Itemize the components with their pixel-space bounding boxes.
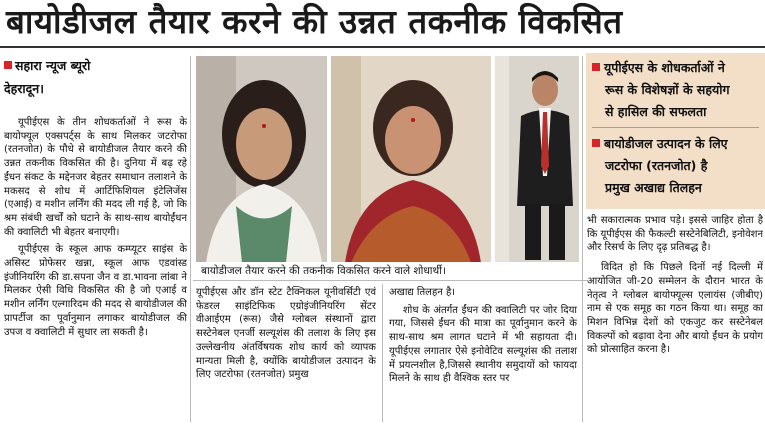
article-paragraph: यूपीईएस के स्कूल आफ कम्प्यूटर साइंस के असिस्ट प्रोफेसर खन्ना, स्कूल आफ एडवांस्ड इंजीनियरिंग की डा.सपना जैन व डा.भावना लांबा ने मिलकर ऐसी विधि विकसित की है जो एआई व मशीन लर्निंग एल्गारिदम की मदद से बायोडीजल की प्रापर्टीज का पूर्वानुमान लगाकर बायोडीजल की उपज व क्वालिटी में सुधार ला सकती है। (4, 244, 187, 338)
highlight-2 (592, 133, 728, 199)
column-divider (582, 56, 583, 422)
column-divider (382, 284, 383, 422)
highlight-1-line-2: रूस के विशेषज्ञों के सहयोग (605, 82, 730, 97)
headline-rule (0, 46, 765, 48)
article-paragraph: भी सकारात्मक प्रभाव पड़े। इससे जाहिर होता है कि यूपीईएस की फैकल्टी सस्टेनेबिलिटी, इनोवेशन और रिसर्च के लिए दृढ़ प्रतिबद्ध है। (587, 215, 763, 254)
article-paragraph: यूपीईएस और डॉन स्टेट टैक्निकल यूनीवर्सिटी एवं फेडरल साइंटिफिक एग्रोइंजीनियरिंग सेंटर वीआईएम (रूस) जैसे ग्लोबल संस्थानों द्वारा सस्टेनेबल एनर्जी सल्यूशंस की तलाश के लिए इस उल्लेखनीय अंतर्विषयक शोध कार्य को व्यापक मान्यता मिली है, क्योंकि बायोडीजल उत्पादन के लिए जटरोफा (रतनजोत) प्रमुख (196, 287, 376, 381)
article-column-4 (587, 214, 763, 422)
portrait-man-icon (495, 56, 579, 263)
article-paragraph: शोध के अंतर्गत ईंधन की क्वालिटी पर जोर दिया गया, जिससे ईंधन की मात्रा का पूर्वानुमान करने के साथ-साथ श्रम लागत घटाने में भी सहायता दी। यूपीईएस लगातार ऐसे इनोवेटिव सल्यूशंस की तलाश में प्रयत्नशील है,जिससे स्थानीय समुदायों को फायदा मिलने के साथ ही वैश्विक स्तर पर (389, 304, 577, 385)
bullet-square-icon (4, 61, 12, 69)
highlight-2-line-1: बायोडीजल उत्पादन के लिए (592, 133, 728, 155)
highlight-1-line-1: यूपीईएस के शोधकर्ताओं ने (592, 57, 730, 79)
photo-researcher-3 (495, 56, 579, 263)
article-column-2 (196, 286, 376, 422)
highlight-1 (592, 57, 730, 123)
highlights-box (586, 53, 765, 209)
article-paragraph: विदित हो कि पिछले दिनों नई दिल्ली में आयोजित जी-20 सम्मेलन के दौरान भारत के नेतृत्व ने ग्लोबल बायोफ्यूल्स एलायंस (जीबीए) नाम से एक समूह का गठन किया था। समूह का मिशन विभिन्न देशों को एकजुट कर सस्टेनेबल विकल्पों को बढ़ावा देना और बायो ईंधन के प्रयोग को प्रोत्साहित करना है। (587, 262, 763, 356)
highlight-2-line-2: जटरोफा (रतनजोत) है (605, 158, 708, 173)
highlight-2-line-3: प्रमुख अखाद्य तिलहन (605, 180, 702, 195)
article-column-1 (4, 116, 187, 420)
byline-text: सहारा न्यूज ब्यूरो (15, 58, 91, 73)
dateline: देहरादून। (4, 81, 44, 96)
highlight-1-line-3: से हासिल की सफलता (605, 104, 707, 119)
bullet-square-icon (592, 63, 600, 71)
column-divider (190, 56, 191, 422)
article-paragraph: अखाद्य तिलहन है। (389, 287, 456, 298)
byline (4, 57, 90, 74)
article-column-3 (389, 286, 577, 422)
photo-researcher-2 (331, 56, 491, 263)
highlight-divider (592, 127, 759, 128)
bullet-square-icon (592, 139, 600, 147)
photo-caption: बायोडीजल तैयार करने की तकनीक विकसित करने वाले शोधार्थी। (193, 262, 587, 280)
portrait-woman-1-icon (196, 56, 327, 263)
caption-rule (193, 280, 587, 281)
article-paragraph: यूपीईएस के तीन शोधकर्ताओं ने रूस के बायोफ्यूल एक्सपर्ट्स के साथ मिलकर जटरोफा (रतनजोत) के पौधे से बायोडीजल तैयार करने की उन्नत तकनीक विकसित की है। दुनिया में बढ़ रहे ईंधन संकट के मद्देनजर बेहतर समाधान तलाशने के मकसद से शोध में आर्टिफिशियल इंटेलिजेंस (एआई) व मशीन लर्निंग की मदद ली गई है, जो कि श्रम संबंधी खर्चों को घटाने के साथ-साथ बायोईंधन की क्वालिटी भी बेहतर बनाएगी। (4, 117, 187, 238)
portrait-woman-2-icon (331, 56, 491, 263)
photo-researcher-1 (196, 56, 327, 263)
headline: बायोडीजल तैयार करने की उन्नत तकनीक विकसित (6, 2, 623, 41)
